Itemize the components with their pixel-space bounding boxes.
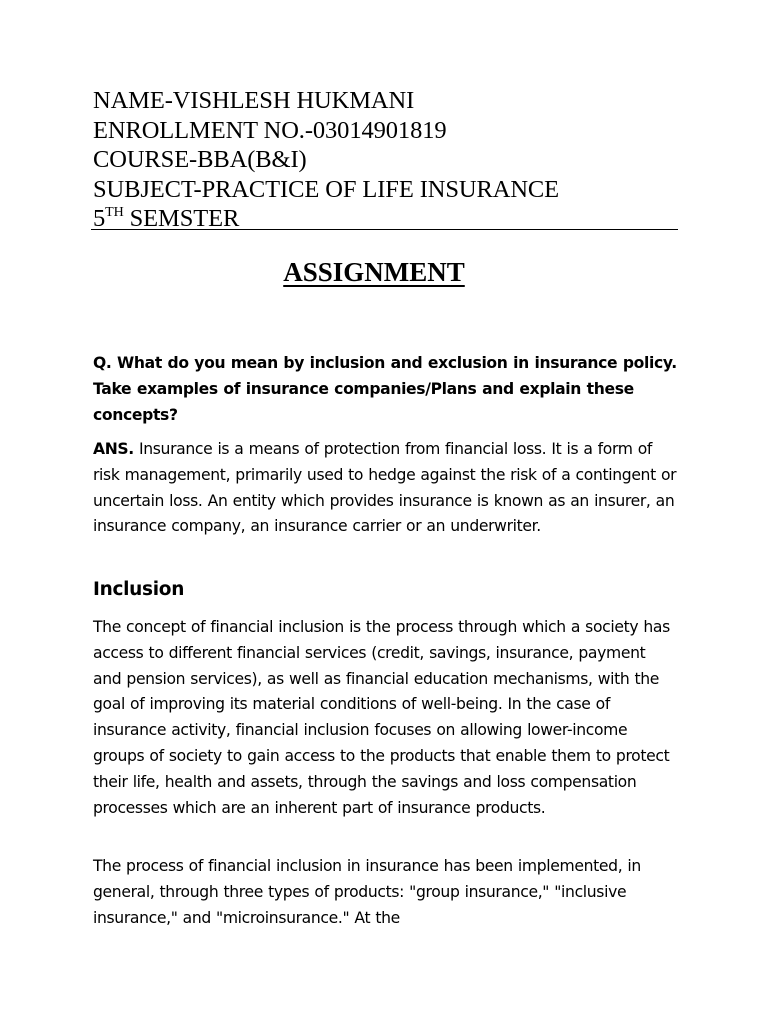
section-heading-inclusion: Inclusion — [93, 579, 185, 600]
answer-paragraph — [93, 437, 678, 540]
assignment-title: ASSIGNMENT — [283, 257, 465, 287]
inclusion-paragraph-1: The concept of financial inclusion is the process through which a society has access to different financial services (credit, savings, insurance, payment and pension services), as well as financial education mechanisms, with the goal of improving its material conditions of well-being. In the case of insurance activity, financial inclusion focuses on allowing lower-income groups of society to gain access to the products that enable them to protect their life, health and assets, through the savings and loss compensation processes which are an inherent part of insurance products. — [93, 618, 670, 817]
subject: SUBJECT-PRACTICE OF LIFE INSURANCE — [93, 175, 560, 203]
semester-superscript: TH — [105, 205, 124, 220]
student-info-header — [93, 86, 678, 238]
semester-word: SEMSTER — [123, 205, 240, 232]
answer-text: Insurance is a means of protection from financial loss. It is a form of risk management, primarily used to hedge against the risk of a contingent or uncertain loss. An entity which provides insurance is known as an insurer, an insurance company, an insurance carrier or an underwriter. — [93, 440, 677, 536]
header-divider — [91, 229, 678, 230]
inclusion-paragraph-2: The process of financial inclusion in insurance has been implemented, in general, through three types of products: "group insurance," "inclusive insurance," and "microinsurance." At the — [93, 857, 641, 927]
semester — [93, 204, 678, 238]
semester-number: 5 — [93, 205, 106, 232]
answer-label: ANS. — [93, 440, 134, 458]
question-text: Q. What do you mean by inclusion and exclusion in insurance policy. Take examples of insurance companies/Plans and explain these concepts? — [93, 354, 677, 424]
enrollment-number: ENROLLMENT NO.-03014901819 — [93, 116, 447, 144]
course: COURSE-BBA(B&I) — [93, 146, 307, 173]
student-name: NAME-VISHLESH HUKMANI — [93, 87, 415, 114]
